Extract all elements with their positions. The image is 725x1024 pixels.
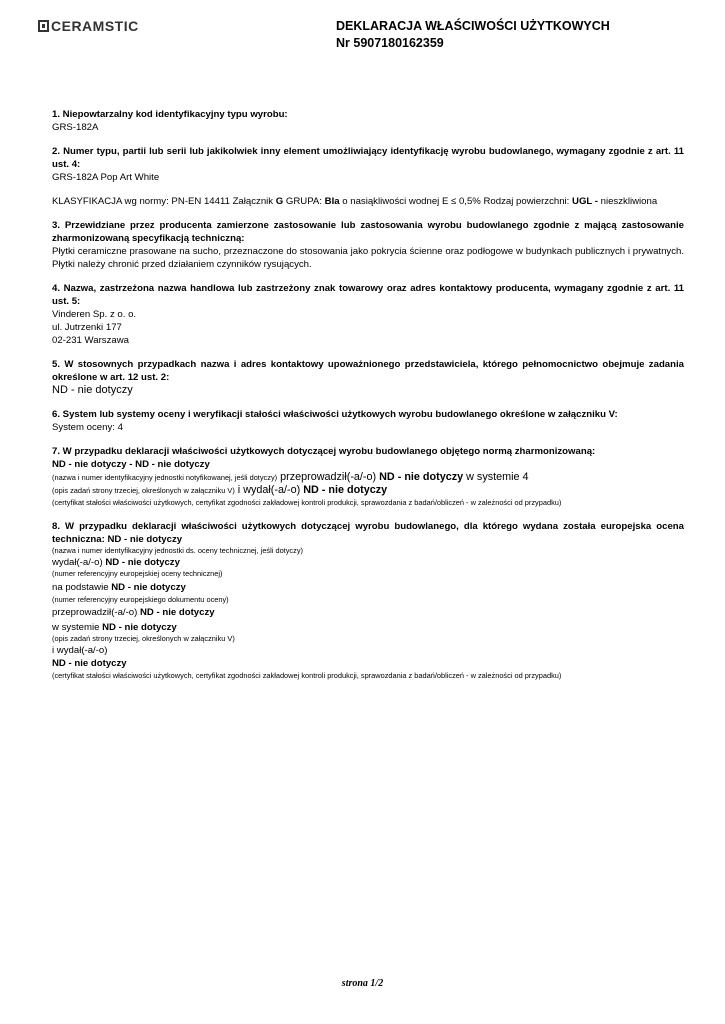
classification-absorption: o nasiąkliwości wodnej E ≤ 0,5% Rodzaj powierzchni:	[339, 196, 573, 207]
page-number: strona 1/2	[341, 978, 384, 989]
manufacturer-city: 02-231 Warszawa	[52, 335, 129, 346]
section-8-issued-nd: ND - nie dotyczy	[105, 557, 180, 568]
section-8-and-issued: i wydał(-a/-o)	[52, 645, 108, 656]
document-number: Nr 5907180162359	[336, 36, 444, 50]
section-8-note-5: (certyfikat stałości właściwości użytkowych, certyfikat zgodności zakładowej kontroli produkcji, sprawozdania z badań/obliczeń - w zależności od przypadku)	[52, 671, 562, 680]
section-3-value: Płytki ceramiczne prasowane na sucho, przeznaczone do stosowania jako pokrycia ścienne oraz podłogowe w budynkach publicznych i prywatnych. Płytki należy chronić przed działaniem czynników rysujących.	[52, 246, 684, 270]
ceramstic-logo	[38, 18, 139, 34]
section-7-line-2	[52, 471, 684, 484]
section-3	[52, 219, 684, 271]
classification-label: KLASYFIKACJA wg normy:	[52, 196, 169, 207]
section-7-note-3: (certyfikat stałości właściwości użytkowych, certyfikat zgodności zakładowej kontroli produkcji, sprawozdania z badań/obliczeń - w zależności od przypadku)	[52, 498, 562, 507]
section-8-performed-nd: ND - nie dotyczy	[139, 607, 215, 618]
section-7-text-2: i wydał(-a/-o)	[234, 484, 304, 496]
section-2	[52, 145, 684, 184]
classification-surface-desc: nieszkliwiona	[597, 196, 658, 207]
document-body	[52, 108, 684, 693]
section-8	[52, 520, 684, 682]
classification-norm: PN-EN 14411 Załącznik	[168, 196, 276, 207]
section-3-heading: 3. Przewidziane przez producenta zamierzone zastosowanie lub zastosowania wyrobu budowlanego zgodnie z mającą zastosowanie zharmonizowaną specyfikacją techniczną:	[52, 220, 684, 244]
section-1	[52, 108, 684, 134]
section-8-basis	[52, 581, 684, 594]
section-8-basis-text: na podstawie	[52, 582, 112, 593]
section-8-issued-text: wydał(-a/-o)	[52, 557, 106, 568]
section-6-heading: 6. System lub systemy oceny i weryfikacji stałości właściwości użytkowych wyrobu budowlanego określone w załączniku V:	[52, 409, 618, 420]
section-8-and-issued-nd: ND - nie dotyczy	[52, 658, 127, 669]
section-7-nd-1: ND - nie dotyczy	[379, 471, 464, 483]
section-8-heading-nd: ND - nie dotyczy	[107, 534, 183, 545]
section-8-basis-nd: ND - nie dotyczy	[111, 582, 186, 593]
section-6	[52, 408, 684, 434]
section-1-heading: 1. Niepowtarzalny kod identyfikacyjny typu wyrobu:	[52, 109, 288, 120]
section-7-note-1: (nazwa i numer identyfikacyjny jednostki notyfikowanej, jeśli dotyczy)	[52, 473, 278, 482]
section-5	[52, 358, 684, 397]
manufacturer-street: ul. Jutrzenki 177	[52, 322, 122, 333]
document-header	[336, 18, 610, 52]
section-8-note-3: (numer referencyjny europejskiego dokumentu oceny)	[52, 595, 229, 604]
classification-group-label: GRUPA:	[283, 196, 325, 207]
section-8-system-text: w systemie	[52, 622, 103, 633]
section-7-text-1: przeprowadził(-a/-o)	[277, 471, 380, 483]
classification-group: BIa	[324, 196, 340, 207]
section-1-value: GRS-182A	[52, 122, 99, 133]
section-8-performed-text: przeprowadził(-a/-o)	[52, 607, 140, 618]
section-2-heading: 2. Numer typu, partii lub serii lub jakikolwiek inny element umożliwiający identyfikację wyrobu budowlanego, wymagany zgodnie z art. 11 ust. 4:	[52, 146, 684, 170]
classification-surface: UGL -	[572, 196, 598, 207]
section-7-nd-2: ND - nie dotyczy	[303, 484, 388, 496]
section-7-system: w systemie 4	[463, 471, 529, 483]
section-4-heading: 4. Nazwa, zastrzeżona nazwa handlowa lub zastrzeżony znak towarowy oraz adres kontaktowy producenta, wymagany zgodnie z art. 11 ust. 5:	[52, 283, 684, 307]
section-4	[52, 282, 684, 347]
section-5-value: ND - nie dotyczy	[52, 384, 133, 396]
classification-annex: G	[275, 196, 284, 207]
section-2-value: GRS-182A Pop Art White	[52, 172, 160, 183]
logo-text: CERAMSTIC	[51, 18, 139, 34]
section-6-value: System oceny: 4	[52, 422, 123, 433]
section-8-performed	[52, 606, 684, 619]
section-5-heading: 5. W stosownych przypadkach nazwa i adres kontaktowy upoważnionego przedstawiciela, którego pełnomocnictwo obejmuje zadania określone w art. 12 ust. 2:	[52, 359, 684, 383]
section-7-heading: 7. W przypadku deklaracji właściwości użytkowych dotyczącej wyrobu budowlanego objętego normą zharmonizowaną:	[52, 446, 596, 457]
section-8-note-1: (nazwa i numer identyfikacyjny jednostki ds. oceny technicznej, jeśli dotyczy)	[52, 546, 303, 555]
manufacturer-name: Vinderen Sp. z o. o.	[52, 309, 137, 320]
section-7	[52, 445, 684, 509]
section-7-line-3	[52, 484, 684, 497]
document-title: DEKLARACJA WŁAŚCIWOŚCI UŻYTKOWYCH	[336, 19, 610, 33]
logo-mark-icon	[38, 20, 49, 32]
section-8-heading	[52, 520, 684, 546]
section-8-note-2: (numer referencyjny europejskiej oceny technicznej)	[52, 569, 223, 578]
classification	[52, 195, 684, 208]
section-8-system	[52, 621, 684, 634]
section-8-note-4: (opis zadań strony trzeciej, określonych w załączniku V)	[52, 634, 235, 643]
section-7-note-2: (opis zadań strony trzeciej, określonych w załączniku V)	[52, 486, 235, 495]
section-8-system-nd: ND - nie dotyczy	[102, 622, 177, 633]
section-8-issued	[52, 556, 684, 569]
section-7-line-1: ND - nie dotyczy - ND - nie dotyczy	[52, 459, 210, 470]
section-8-heading-text: 8. W przypadku deklaracji właściwości użytkowych dotyczącej wyrobu budowlanego, dla którego wydana została europejska ocena techniczna:	[52, 521, 684, 545]
